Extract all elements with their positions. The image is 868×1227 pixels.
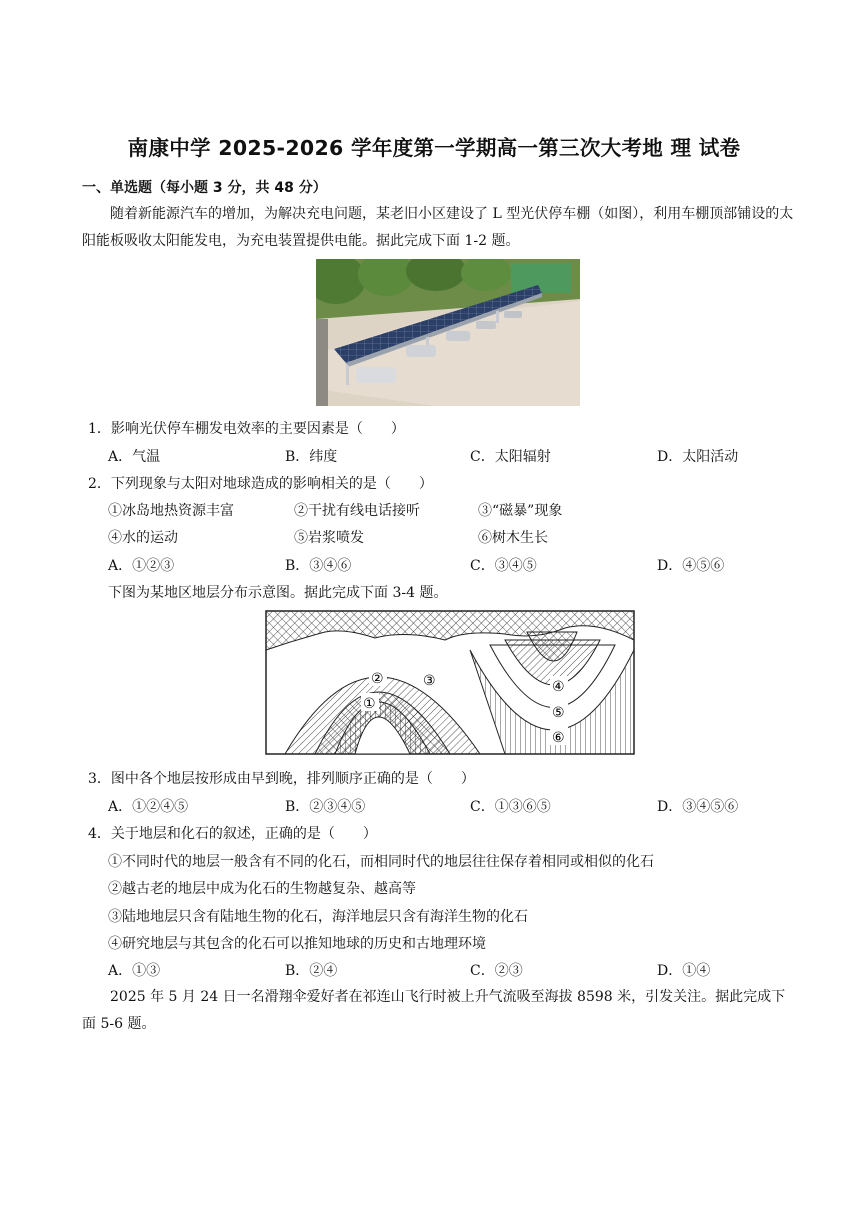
carport-photo: [316, 259, 580, 406]
q1-option-b[interactable]: B．纬度: [285, 449, 338, 465]
section-heading: 一、单选题（每小题 3 分，共 48 分）: [82, 180, 327, 196]
q4-option-c[interactable]: C．②③: [470, 963, 523, 979]
intro-paragraph-3-4: 下图为某地区地层分布示意图。据此完成下面 3-4 题。: [108, 585, 448, 601]
q2-item-6: ⑥树木生长: [478, 530, 548, 546]
q2-option-b[interactable]: B．③④⑥: [285, 558, 352, 574]
q3-option-a[interactable]: A．①②④⑤: [108, 799, 189, 815]
q2-option-d[interactable]: D．④⑤⑥: [657, 558, 725, 574]
stratum-label-3: ③: [423, 673, 436, 689]
stratum-label-5: ⑤: [552, 705, 565, 721]
stratum-label-1: ①: [363, 696, 376, 712]
question-4-stem: 4．关于地层和化石的叙述，正确的是（ ）: [88, 826, 377, 842]
page-title: 南康中学 2025-2026 学年度第一学期高一第三次大考地 理 试卷: [127, 136, 741, 160]
strata-diagram: [265, 610, 635, 755]
intro-paragraph-5-6: 2025 年 5 月 24 日一名滑翔伞爱好者在祁连山飞行时被上升气流吸至海拔 8598 米，引发关注。据此完成下面 5-6 题。: [82, 989, 786, 1032]
question-2-stem: 2．下列现象与太阳对地球造成的影响相关的是（ ）: [88, 476, 433, 492]
q2-item-5: ⑤岩浆喷发: [294, 530, 364, 546]
q2-item-2: ②干扰有线电话接听: [294, 503, 420, 519]
question-3-stem: 3．图中各个地层按形成由早到晚，排列顺序正确的是（ ）: [88, 771, 475, 787]
q2-option-a[interactable]: A．①②③: [108, 558, 175, 574]
q2-option-c[interactable]: C．③④⑤: [470, 558, 537, 574]
q3-option-d[interactable]: D．③④⑤⑥: [657, 799, 739, 815]
q4-option-a[interactable]: A．①③: [108, 963, 161, 979]
q4-option-d[interactable]: D．①④: [657, 963, 711, 979]
question-1-stem: 1．影响光伏停车棚发电效率的主要因素是（ ）: [88, 421, 405, 437]
q4-statement-4: ④研究地层与其包含的化石可以推知地球的历史和古地理环境: [108, 936, 486, 952]
stratum-label-4: ④: [552, 679, 565, 695]
q2-item-4: ④水的运动: [108, 530, 178, 546]
q4-statement-3: ③陆地地层只含有陆地生物的化石，海洋地层只含有海洋生物的化石: [108, 909, 528, 925]
stratum-label-2: ②: [371, 671, 384, 687]
q1-option-c[interactable]: C．太阳辐射: [470, 449, 551, 465]
q2-item-1: ①冰岛地热资源丰富: [108, 503, 234, 519]
stratum-label-6: ⑥: [552, 730, 565, 746]
q3-option-b[interactable]: B．②③④⑤: [285, 799, 366, 815]
q2-item-3: ③“磁暴”现象: [478, 503, 563, 519]
q1-option-d[interactable]: D．太阳活动: [657, 449, 739, 465]
intro-paragraph-1-2: 随着新能源汽车的增加，为解决充电问题，某老旧小区建设了 L 型光伏停车棚（如图），利用车棚顶部铺设的太阳能板吸收太阳能发电，为充电装置提供电能。据此完成下面 1-2 题。: [82, 206, 794, 249]
q1-option-a[interactable]: A．气温: [108, 449, 161, 465]
q4-statement-2: ②越古老的地层中成为化石的生物越复杂、越高等: [108, 881, 416, 897]
q3-option-c[interactable]: C．①③⑥⑤: [470, 799, 551, 815]
q4-statement-1: ①不同时代的地层一般含有不同的化石，而相同时代的地层往往保存着相同或相似的化石: [108, 854, 654, 870]
q4-option-b[interactable]: B．②④: [285, 963, 338, 979]
